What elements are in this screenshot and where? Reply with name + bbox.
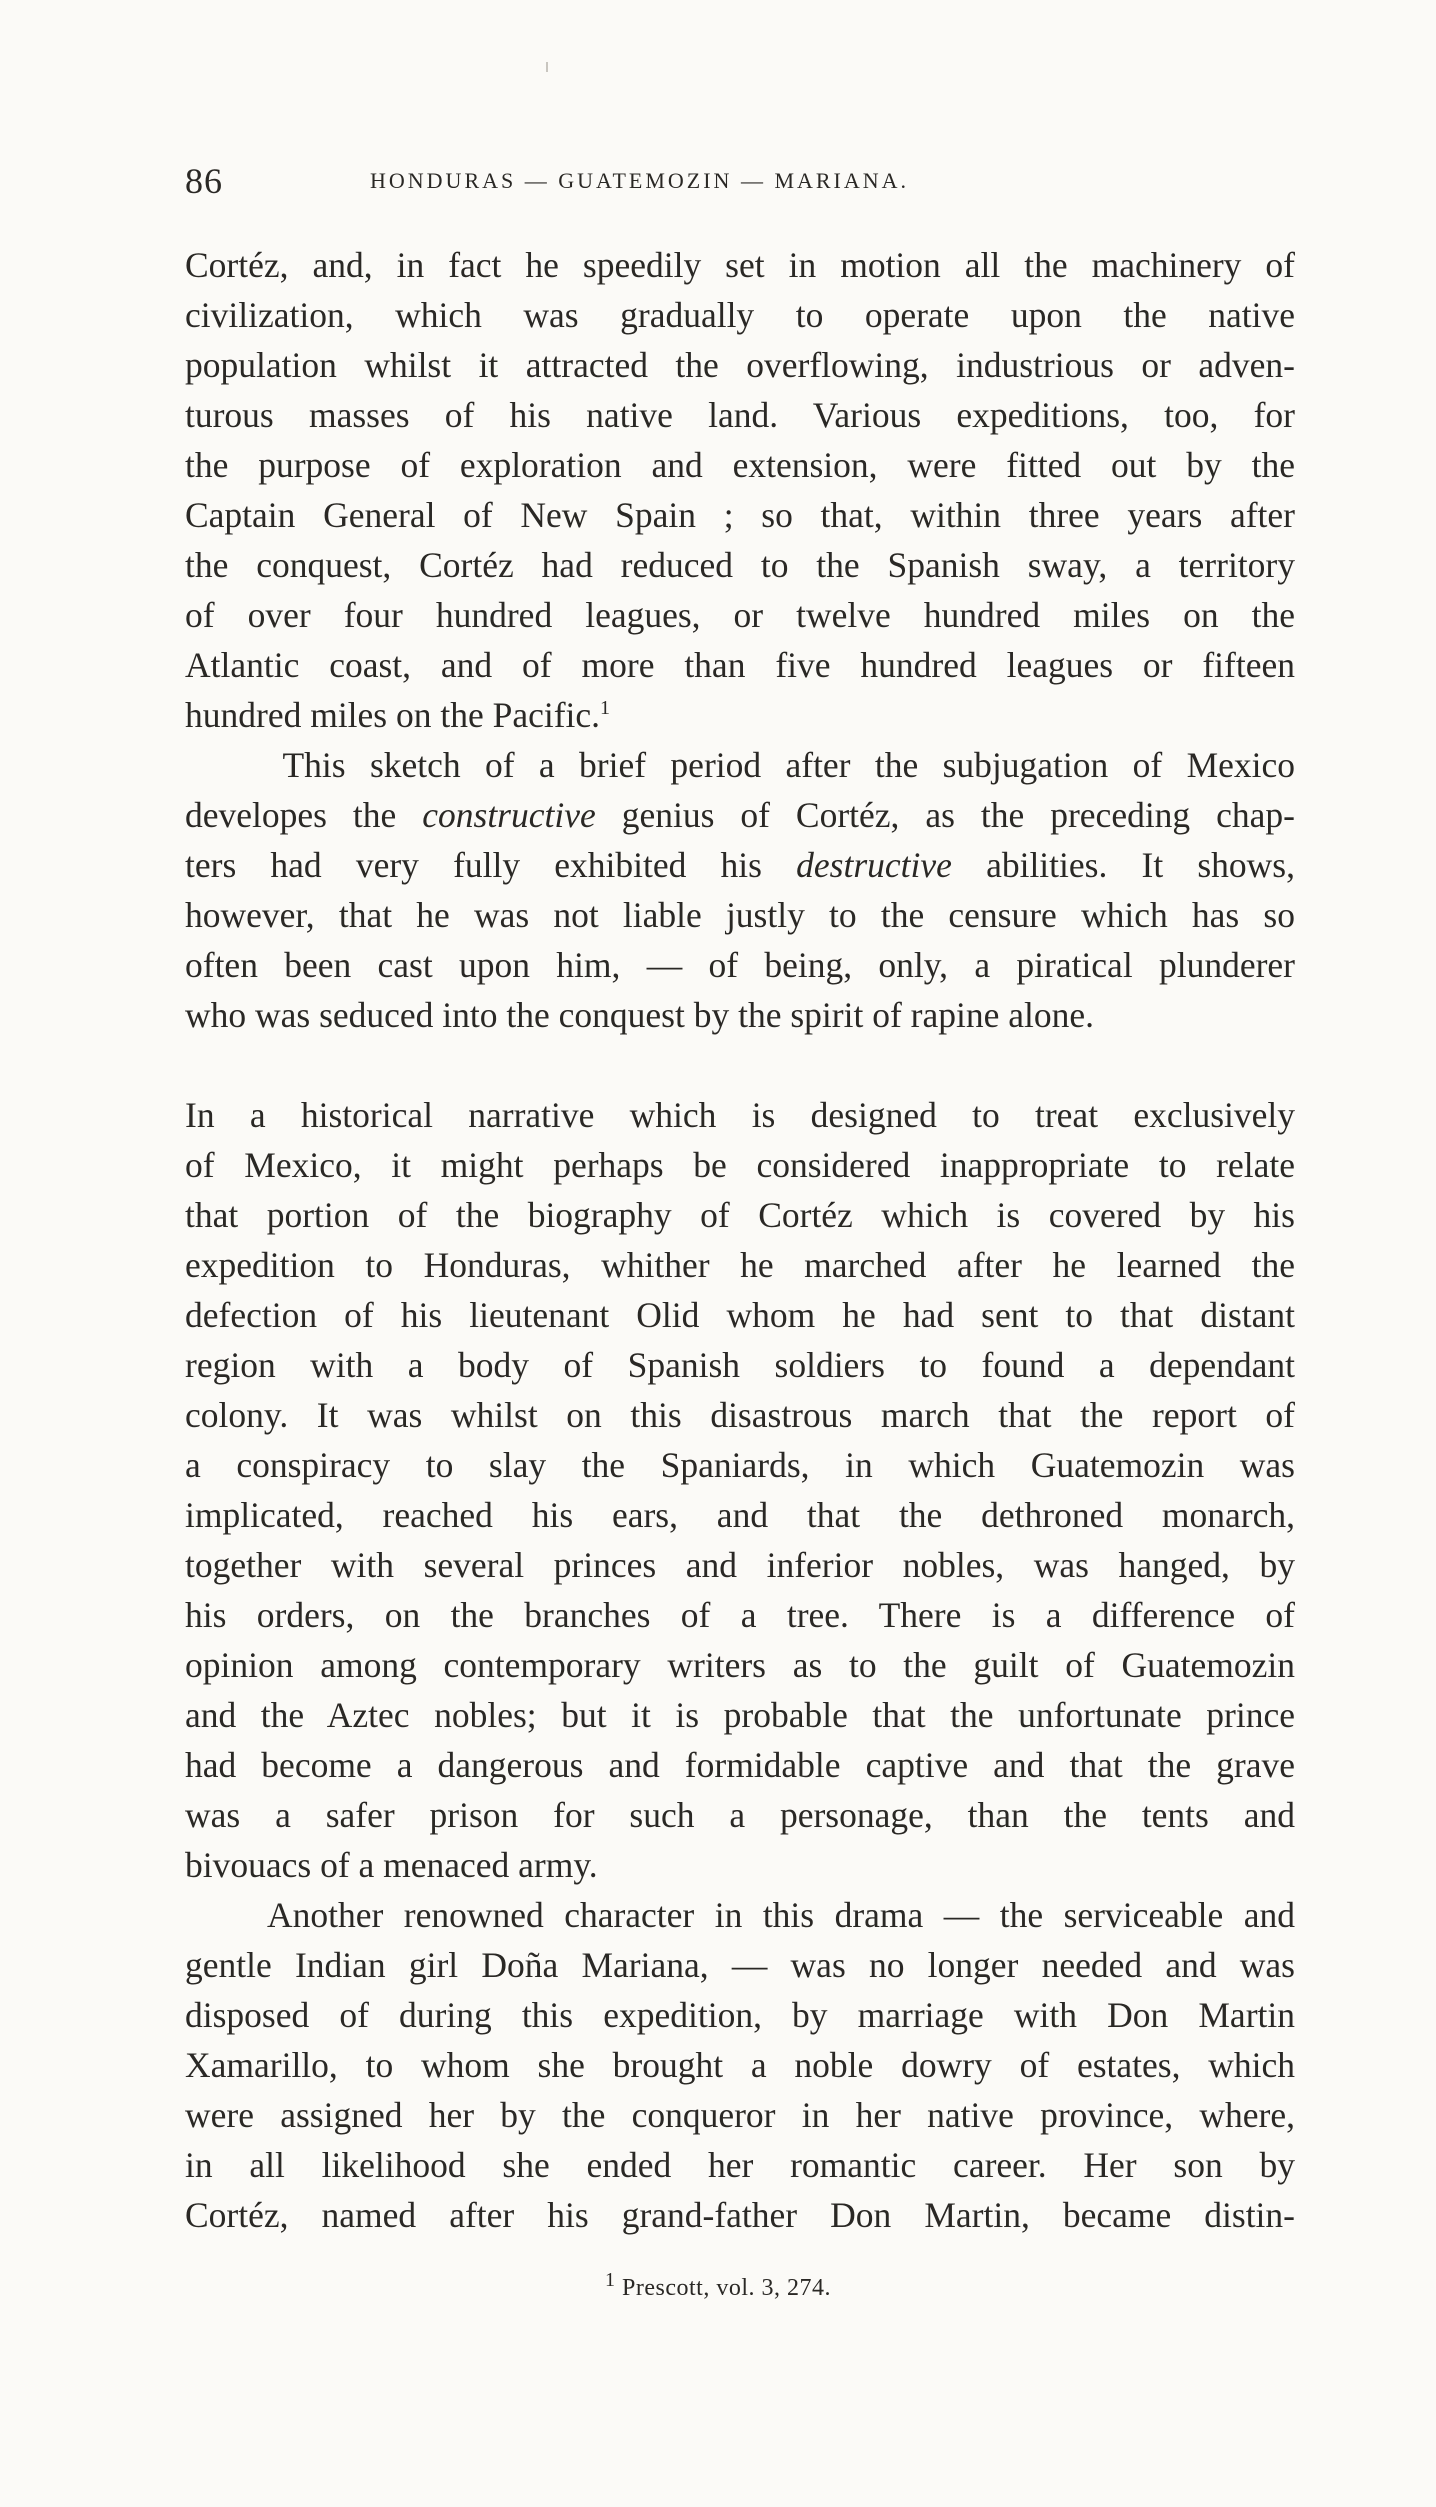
text-line: and the Aztec nobles; but it is probable that the unfortunate prince xyxy=(185,1695,1295,1735)
paragraph-2 xyxy=(185,740,1295,1040)
text-line: opinion among contemporary writers as to the guilt of Guatemozin xyxy=(185,1645,1295,1685)
text-line: civilization, which was gradually to operate upon the native xyxy=(185,295,1295,335)
paragraph-4 xyxy=(185,1890,1295,2240)
text-fragment: ters had very fully exhibited his xyxy=(185,845,797,885)
text-line-last xyxy=(185,690,1295,740)
paragraph-3 xyxy=(185,1090,1295,1890)
text-line: of Mexico, it might perhaps be considered inappropriate to relate xyxy=(185,1145,1295,1185)
page-header xyxy=(0,160,1436,210)
page-speck xyxy=(546,62,548,72)
text-line: In a historical narrative which is designed to treat exclusively xyxy=(185,1095,1295,1135)
text-line: implicated, reached his ears, and that the dethroned monarch, xyxy=(185,1495,1295,1535)
paragraph-gap xyxy=(185,1040,1295,1090)
text-fragment: genius of Cortéz, as the preceding chap- xyxy=(595,795,1295,835)
emphasis-destructive: destructive xyxy=(796,845,952,885)
text-line xyxy=(185,1890,1295,1940)
text-line: Captain General of New Spain ; so that, within three years after xyxy=(185,495,1295,535)
text-line xyxy=(185,790,1295,840)
footnote xyxy=(0,2269,1436,2302)
emphasis-constructive: constructive xyxy=(422,795,596,835)
text-line: turous masses of his native land. Various expeditions, too, for xyxy=(185,395,1295,435)
text-line-last: who was seduced into the conquest by the spirit of rapine alone. xyxy=(185,995,1094,1035)
text-line: had become a dangerous and formidable captive and that the grave xyxy=(185,1745,1295,1785)
text-line: was a safer prison for such a personage, than the tents and xyxy=(185,1795,1295,1835)
text-line: Xamarillo, to whom she brought a noble dowry of estates, which xyxy=(185,2045,1295,2085)
text-line: the conquest, Cortéz had reduced to the Spanish sway, a territory xyxy=(185,545,1295,585)
text-line: however, that he was not liable justly to the censure which has so xyxy=(185,895,1295,935)
text-fragment: hundred miles on the Pacific. xyxy=(185,695,601,735)
text-line: disposed of during this expedition, by marriage with Don Martin xyxy=(185,1995,1295,2035)
text-line xyxy=(185,840,1295,890)
text-line: population whilst it attracted the overflowing, industrious or adven- xyxy=(185,345,1295,385)
text-line: that portion of the biography of Cortéz which is covered by his xyxy=(185,1195,1295,1235)
text-line: expedition to Honduras, whither he marched after he learned the xyxy=(185,1245,1295,1285)
footnote-marker: 1 xyxy=(605,2269,616,2291)
text-fragment: Another renowned character in this drama — the serviceable and xyxy=(266,1895,1296,1935)
text-line: were assigned her by the conqueror in her native province, where, xyxy=(185,2095,1295,2135)
body-text xyxy=(185,240,1295,2240)
text-fragment: developes the xyxy=(185,795,423,835)
footnote-text: Prescott, vol. 3, 274. xyxy=(615,2275,831,2301)
text-line: gentle Indian girl Doña Mariana, — was no longer needed and was xyxy=(185,1945,1295,1985)
page-number: 86 xyxy=(185,161,223,201)
footnote-ref: 1 xyxy=(600,697,611,720)
text-line: in all likelihood she ended her romantic career. Her son by xyxy=(185,2145,1295,2185)
text-fragment: abilities. It shows, xyxy=(951,845,1295,885)
paragraph-1 xyxy=(185,240,1295,740)
text-line: of over four hundred leagues, or twelve hundred miles on the xyxy=(185,595,1295,635)
text-line: the purpose of exploration and extension, were fitted out by the xyxy=(185,445,1295,485)
text-line: often been cast upon him, — of being, only, a piratical plunderer xyxy=(185,945,1295,985)
text-line: colony. It was whilst on this disastrous march that the report of xyxy=(185,1395,1295,1435)
text-line: Cortéz, named after his grand-father Don Martin, became distin- xyxy=(185,2195,1295,2235)
text-line: defection of his lieutenant Olid whom he had sent to that distant xyxy=(185,1295,1295,1335)
text-line: his orders, on the branches of a tree. There is a difference of xyxy=(185,1595,1295,1635)
text-line: together with several princes and inferior nobles, was hanged, by xyxy=(185,1545,1295,1585)
text-fragment: This sketch of a brief period after the subjugation of Mexico xyxy=(282,745,1296,785)
text-line-last: bivouacs of a menaced army. xyxy=(185,1845,598,1885)
text-line xyxy=(185,740,1295,790)
text-line: Cortéz, and, in fact he speedily set in motion all the machinery of xyxy=(185,245,1295,285)
text-line: a conspiracy to slay the Spaniards, in which Guatemozin was xyxy=(185,1445,1295,1485)
running-head: HONDURAS — GUATEMOZIN — MARIANA. xyxy=(370,168,910,193)
text-line: region with a body of Spanish soldiers to found a dependant xyxy=(185,1345,1295,1385)
text-line: Atlantic coast, and of more than five hundred leagues or fifteen xyxy=(185,645,1295,685)
